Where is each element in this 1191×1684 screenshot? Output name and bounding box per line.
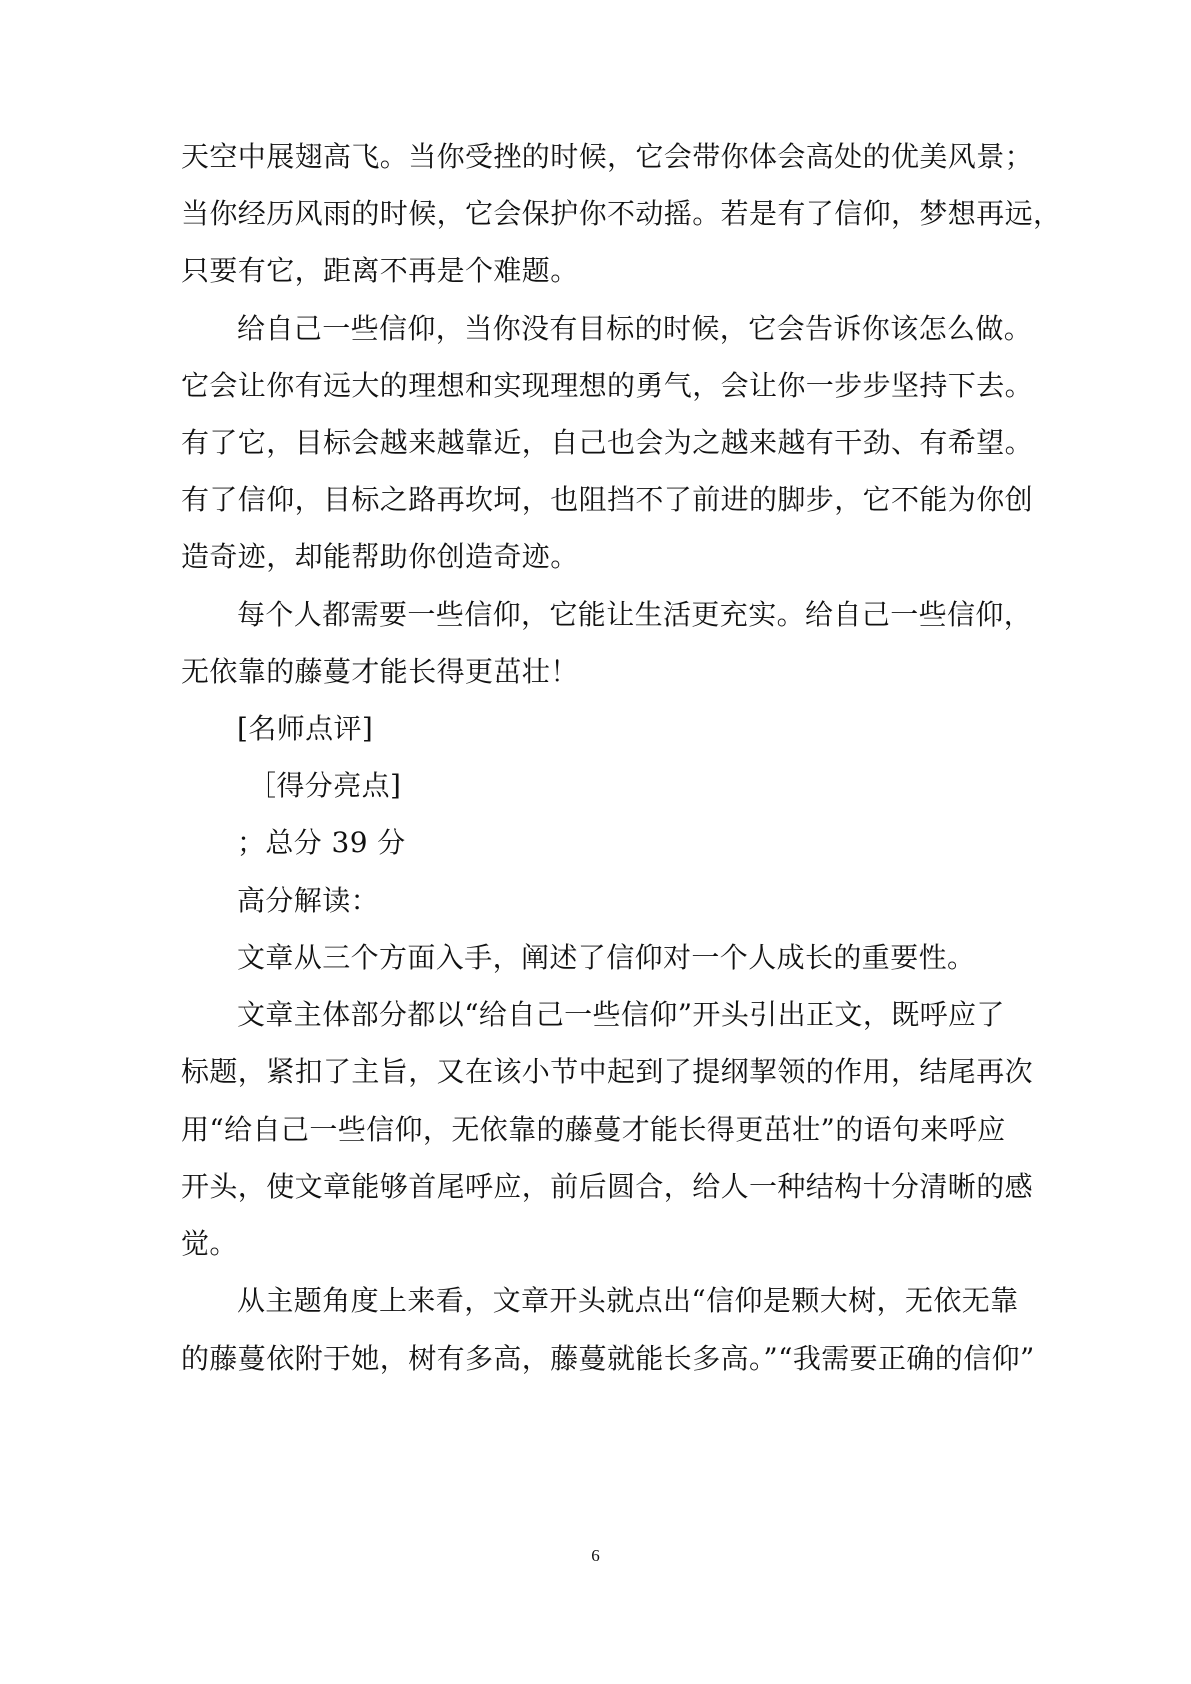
text-line: 用“给自己一些信仰，无依靠的藤蔓才能长得更茁壮”的语句来呼应 — [181, 1113, 1006, 1146]
text-line: 只要有它，距离不再是个难题。 — [181, 254, 579, 287]
page-number: 6 — [591, 1546, 600, 1565]
paragraph-start: 每个人都需要一些信仰，它能让生活更充实。给自己一些信仰， — [237, 598, 1033, 631]
text-line: 有了它，目标会越来越靠近，自己也会为之越来越有干劲、有希望。 — [181, 426, 1034, 459]
text-line: 的藤蔓依附于她，树有多高，藤蔓就能长多高。”“我需要正确的信仰” — [181, 1342, 1035, 1375]
analysis-heading: 高分解读： — [237, 884, 380, 917]
text-line: 当你经历风雨的时候，它会保护你不动摇。若是有了信仰，梦想再远， — [181, 197, 1062, 230]
paragraph-start: 从主题角度上来看，文章开头就点出“信仰是颗大树，无依无靠 — [237, 1284, 1019, 1317]
text-line: 天空中展翅高飞。当你受挫的时候，它会带你体会高处的优美风景； — [181, 140, 1034, 173]
total-score: ；总分 39 分 — [237, 826, 406, 859]
paragraph-start: 给自己一些信仰，当你没有目标的时候，它会告诉你该怎么做。 — [237, 312, 1033, 345]
text-line: 无依靠的藤蔓才能长得更茁壮！ — [181, 655, 579, 688]
text-line: 觉。 — [181, 1227, 238, 1260]
comment-heading: [名师点评] — [237, 712, 374, 745]
text-line: 有了信仰，目标之路再坎坷，也阻挡不了前进的脚步，它不能为你创 — [181, 483, 1034, 516]
highlights-heading: ［得分亮点] — [248, 769, 402, 802]
paragraph-start: 文章从三个方面入手，阐述了信仰对一个人成长的重要性。 — [237, 941, 976, 974]
text-line: 造奇迹，却能帮助你创造奇迹。 — [181, 540, 579, 573]
text-line: 标题，紧扣了主旨，又在该小节中起到了提纲挈领的作用，结尾再次 — [181, 1055, 1034, 1088]
text-line: 开头，使文章能够首尾呼应，前后圆合，给人一种结构十分清晰的感 — [181, 1170, 1034, 1203]
text-line: 它会让你有远大的理想和实现理想的勇气，会让你一步步坚持下去。 — [181, 369, 1034, 402]
paragraph-start: 文章主体部分都以“给自己一些信仰”开头引出正文，既呼应了 — [237, 998, 1005, 1031]
